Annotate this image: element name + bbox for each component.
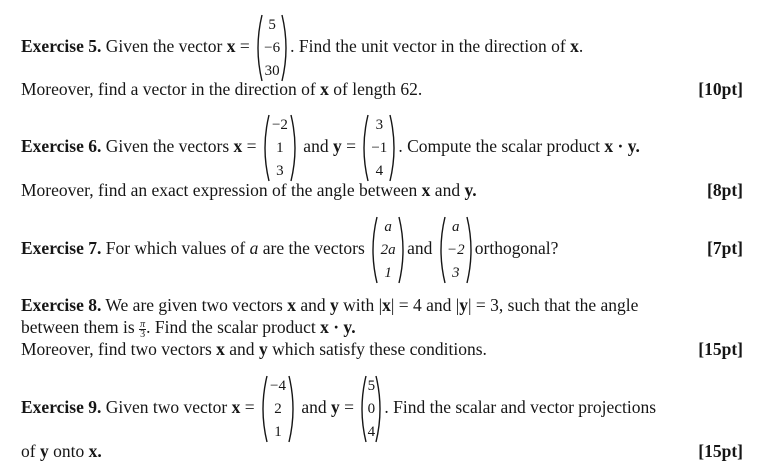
exercise-6 xyxy=(21,112,743,202)
exercise-8-line-3-b: which satisfy these conditions. xyxy=(272,339,487,359)
vector-entry: 3 xyxy=(452,264,460,281)
equals-sign: = xyxy=(344,397,355,417)
exercise-5-line-2-a: Moreover, find a vector in the direction of xyxy=(21,79,316,99)
exercise-5 xyxy=(21,10,743,100)
equals-sign: = xyxy=(239,36,250,56)
and-word: and xyxy=(434,180,461,200)
column-vector-1 xyxy=(370,215,406,285)
exercise-8-line-1 xyxy=(21,295,638,315)
and-word: and xyxy=(229,339,255,359)
vector-entry: −6 xyxy=(264,39,281,56)
exercise-9-intro: Given two vector xyxy=(105,397,228,417)
vector-x-name: x xyxy=(320,79,329,99)
vector-y-name: y xyxy=(332,136,342,156)
vector-x-name: x xyxy=(570,36,579,56)
exercise-5-line-2-b: of length 62. xyxy=(333,79,423,99)
vector-x-name: x xyxy=(216,339,225,359)
exercise-6-line-2 xyxy=(21,180,477,200)
vector-x-name: x. xyxy=(88,441,102,461)
vector-entry: 30 xyxy=(264,62,280,79)
vector-y-name: y xyxy=(258,339,268,359)
vector-y-name: y xyxy=(331,397,340,417)
vector-x-name: x xyxy=(233,136,243,156)
vector-entry: −1 xyxy=(371,139,388,156)
vector-entry: a xyxy=(384,218,392,235)
column-vector-x xyxy=(262,113,298,183)
vector-entry: a xyxy=(452,218,460,235)
vector-x-name: x xyxy=(231,397,241,417)
exercise-5-line-2 xyxy=(21,79,422,99)
variable-a: a xyxy=(249,238,259,258)
vector-entry: 3 xyxy=(375,116,384,133)
exercise-5-points: [10pt] xyxy=(698,79,743,99)
vector-entry: 1 xyxy=(276,139,284,156)
vector-entry: 1 xyxy=(274,423,282,440)
column-vector-y xyxy=(359,374,383,444)
vector-entry: −2 xyxy=(271,116,288,133)
vector-x-name: x xyxy=(382,295,391,315)
vector-entry: 3 xyxy=(276,162,284,179)
fraction-numerator: π xyxy=(140,319,146,330)
exercise-8-line-1-a: We are given two vectors xyxy=(105,295,283,315)
exercise-6-intro: Given the vectors xyxy=(105,136,230,156)
exercise-9-question: . Find the scalar and vector projections xyxy=(384,397,657,417)
vector-y-name: y xyxy=(330,295,339,315)
equals-sign: = xyxy=(246,136,257,156)
exercise-8-line-2-b: . Find the scalar product xyxy=(146,317,316,337)
period: . xyxy=(578,36,584,56)
exercise-9-line-1 xyxy=(21,377,657,440)
exercise-8-line-2 xyxy=(21,317,356,340)
exercise-8-line-1-d: | = 3, such that the angle xyxy=(468,295,639,315)
fraction-denominator: 3 xyxy=(140,329,146,340)
exercise-6-label: Exercise 6. xyxy=(21,136,102,156)
exercise-7 xyxy=(21,212,743,284)
exercise-7-intro-2: are the vectors xyxy=(262,238,365,258)
exercise-7-points: [7pt] xyxy=(707,238,743,258)
exercise-6-points: [8pt] xyxy=(707,180,743,200)
vector-x-name: x xyxy=(287,295,296,315)
exercise-8-line-3 xyxy=(21,339,487,359)
vector-entry: 0 xyxy=(367,400,376,417)
scalar-product-expression: x · y. xyxy=(320,317,356,337)
exercise-5-intro: Given the vector xyxy=(105,36,223,56)
exercise-7-label: Exercise 7. xyxy=(21,238,102,258)
exercise-8-line-1-c: | = 4 and | xyxy=(390,295,460,315)
vector-entry: 4 xyxy=(375,162,384,179)
equals-sign: = xyxy=(244,397,255,417)
exercise-7-question: orthogonal? xyxy=(474,238,559,258)
exercise-7-intro: For which values of xyxy=(105,238,246,258)
exercise-6-line-2-a: Moreover, find an exact expression of the angle between xyxy=(21,180,418,200)
exercise-9-label: Exercise 9. xyxy=(21,397,102,417)
exercise-8-label: Exercise 8. xyxy=(21,295,102,315)
exercise-9-line-2-b: onto xyxy=(53,441,85,461)
and-word: and xyxy=(300,295,326,315)
vector-entry: 4 xyxy=(367,423,376,440)
vector-x-name: x xyxy=(421,180,431,200)
vector-entry: 2a xyxy=(380,241,396,258)
vector-entry: 5 xyxy=(367,377,376,394)
exercise-9-points: [15pt] xyxy=(698,441,743,461)
exercise-8 xyxy=(21,293,743,365)
vector-entry: 2 xyxy=(274,400,282,417)
vector-entry: 5 xyxy=(268,16,276,33)
exercise-6-question: . Compute the scalar product xyxy=(398,136,601,156)
and-word: and xyxy=(407,238,433,258)
column-vector-x xyxy=(260,374,296,444)
exercise-6-line-1 xyxy=(21,116,640,179)
exercise-9-line-2 xyxy=(21,441,102,461)
vector-x-name: x xyxy=(226,36,236,56)
column-vector-x xyxy=(255,13,289,83)
and-word: and xyxy=(303,136,329,156)
exercise-7-line-1 xyxy=(21,218,559,281)
exercise-5-line-1 xyxy=(21,16,584,79)
column-vector-2 xyxy=(438,215,474,285)
exercise-5-question: . Find the unit vector in the direction of xyxy=(290,36,566,56)
equals-sign: = xyxy=(346,136,356,156)
exercise-9-line-2-a: of xyxy=(21,441,36,461)
exercise-9 xyxy=(21,370,743,470)
exercise-8-line-2-a: between them is xyxy=(21,317,135,337)
scalar-product-expression: x · y. xyxy=(604,136,640,156)
vector-entry: −4 xyxy=(270,377,286,394)
vector-y-name: y xyxy=(39,441,49,461)
exercise-8-line-1-b: with | xyxy=(343,295,383,315)
exercise-8-points: [15pt] xyxy=(698,339,743,359)
vector-entry: −2 xyxy=(446,241,465,258)
and-word: and xyxy=(301,397,327,417)
column-vector-y xyxy=(361,113,397,183)
vector-y-name: y xyxy=(459,295,469,315)
exercise-8-line-3-a: Moreover, find two vectors xyxy=(21,339,212,359)
vector-y-name: y. xyxy=(464,180,477,200)
exercise-5-label: Exercise 5. xyxy=(21,36,102,56)
vector-entry: 1 xyxy=(384,264,392,281)
